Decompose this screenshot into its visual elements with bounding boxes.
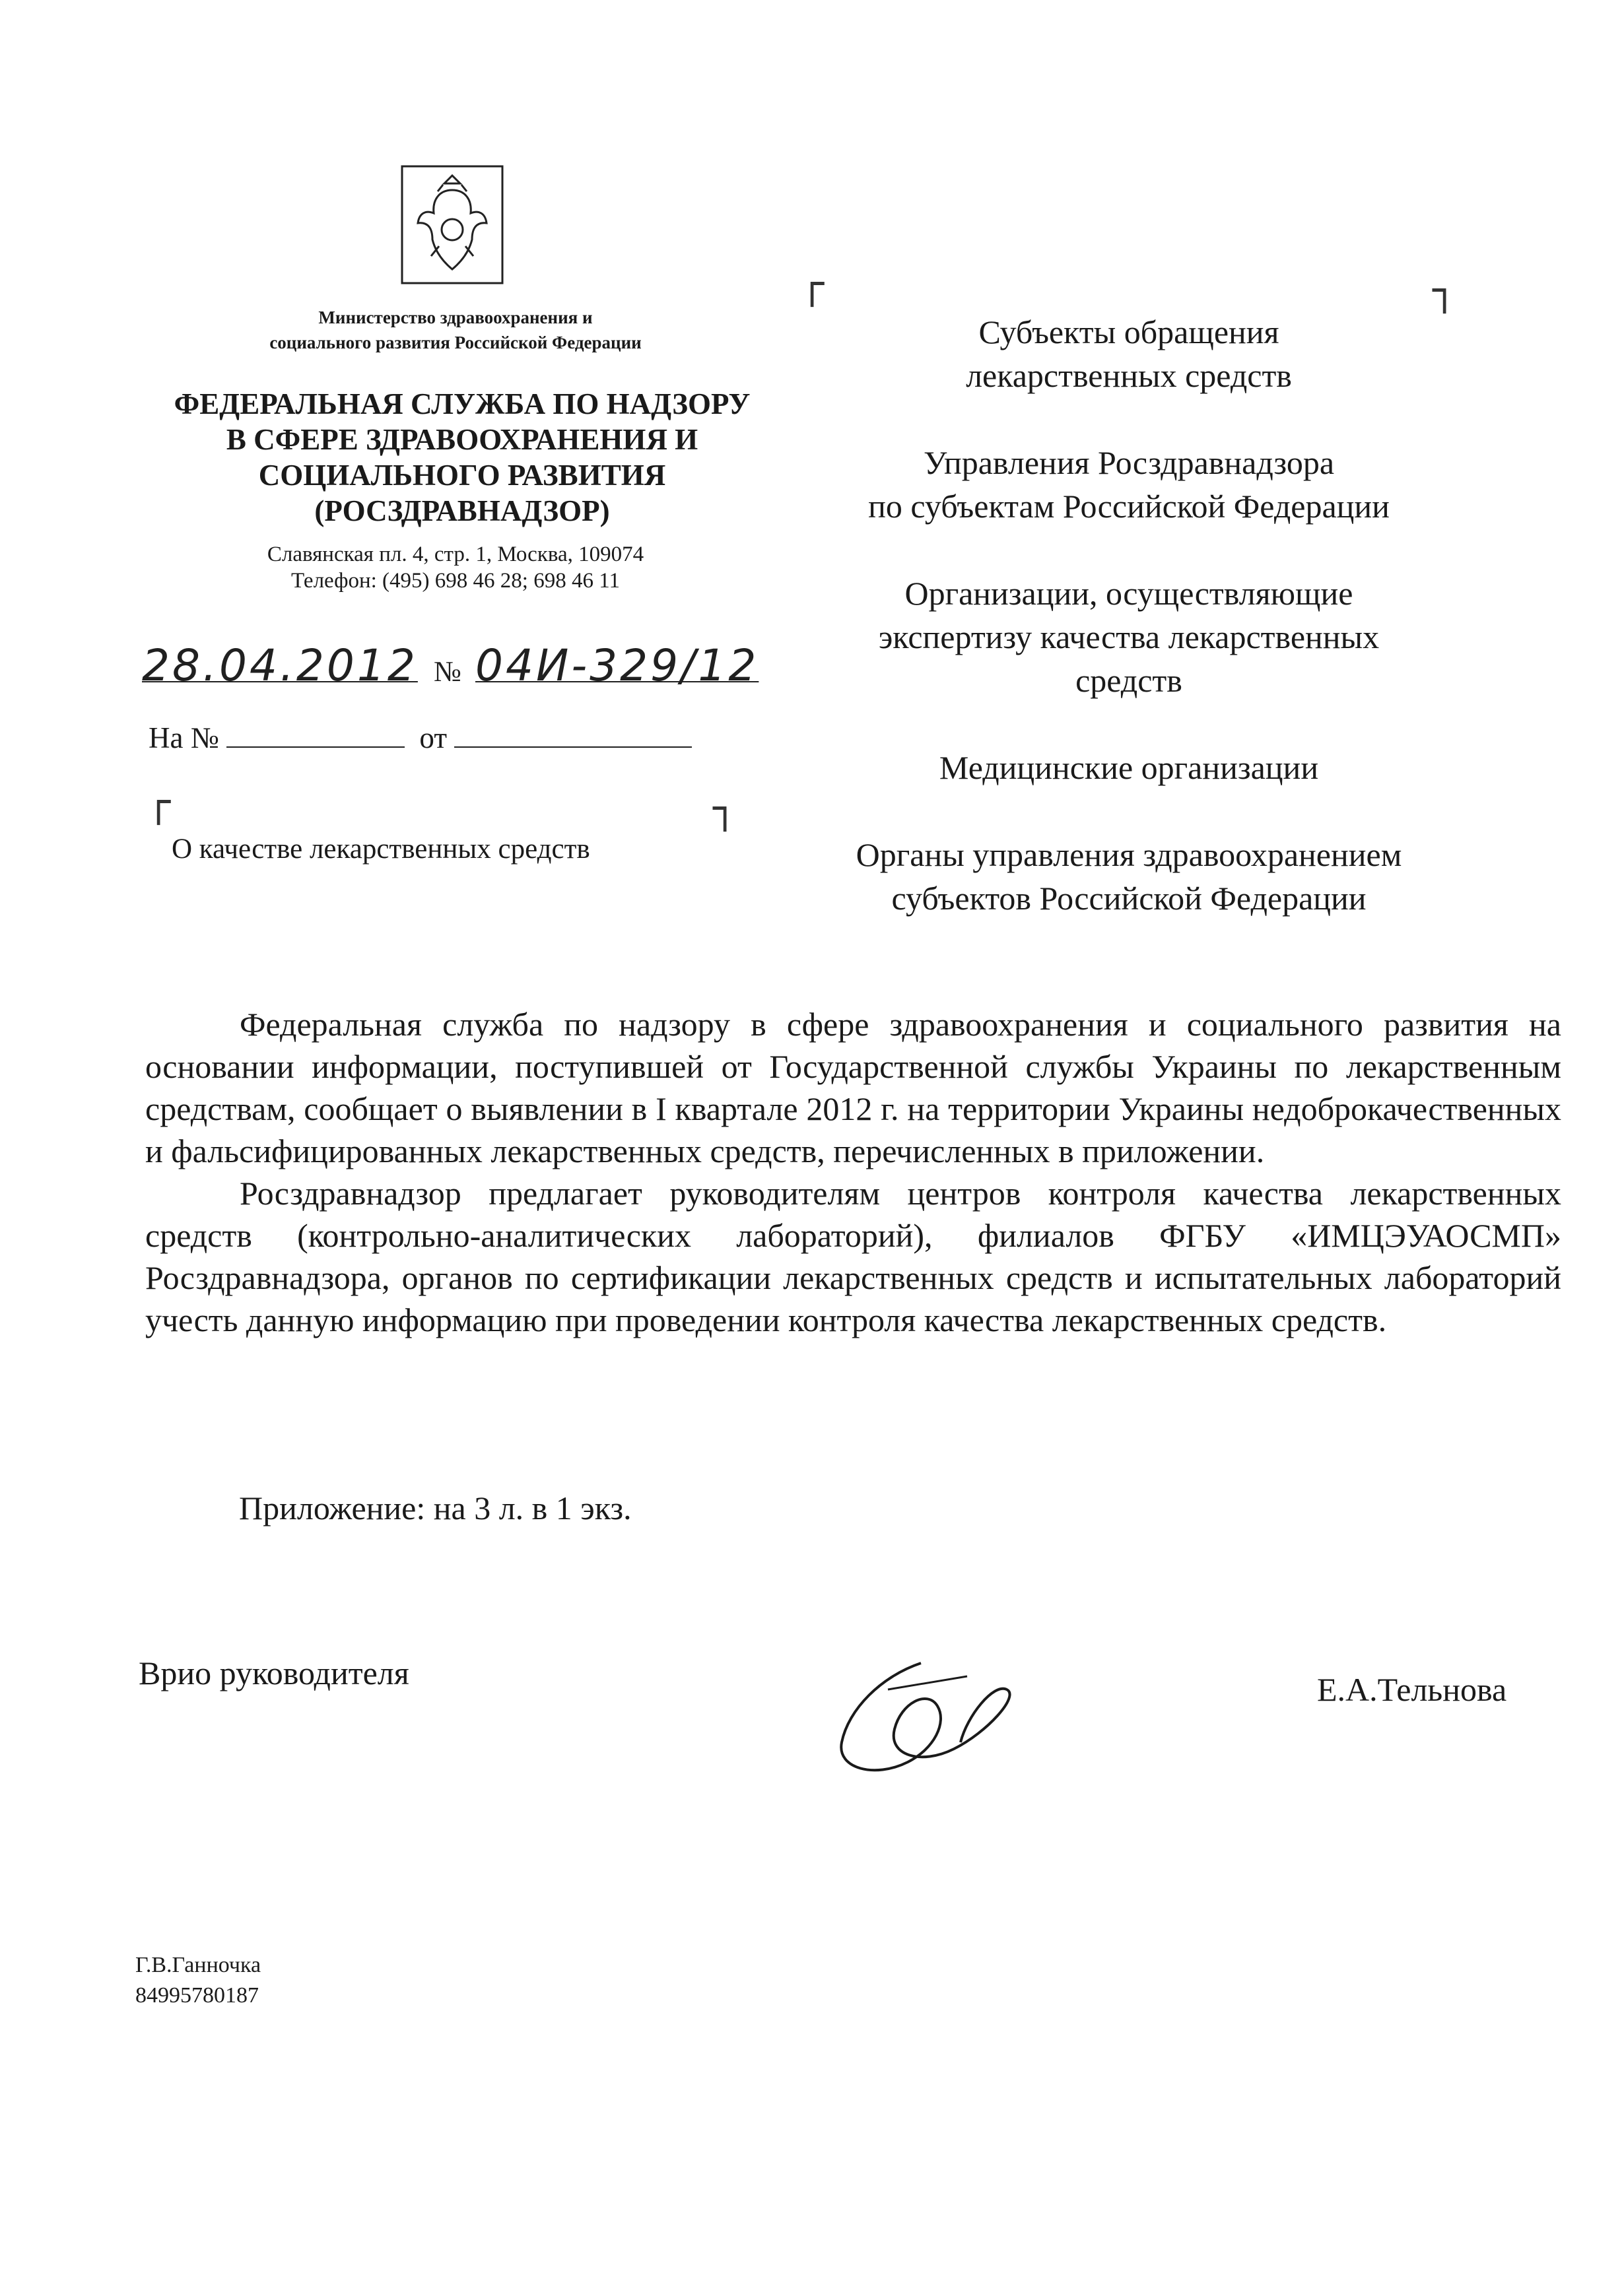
executor-info <box>135 1950 261 2011</box>
reference-from-label: от <box>419 721 447 754</box>
recipient-bracket-right-icon: ┐ <box>1433 267 1457 313</box>
document-number: 04И-329/12 <box>475 640 759 691</box>
signer-name: Е.А.Тельнова <box>1317 1671 1507 1708</box>
signer-role: Врио руководителя <box>139 1655 409 1691</box>
recipient: Управления Росздравнадзора по субъектам Российской Федерации <box>868 444 1390 525</box>
reference-date-blank <box>454 720 692 748</box>
body-paragraph: Росздравнадзор предлагает руководителям центров контроля качества лекарственных средств (контрольно-аналитических лабораторий), филиалов ФГБУ «ИМЦЭУАОСМП» Росздравнадзора, органов по сертификации лекарственных средств и испытательных лабораторий учесть данную информацию при проведении контроля качества лекарственных средств. <box>145 1175 1561 1338</box>
executor-phone: 84995780187 <box>135 1983 259 2008</box>
service-address: Славянская пл. 4, стр. 1, Москва, 109074 Телефон: (495) 698 46 28; 698 46 11 <box>267 542 644 593</box>
attachment-note: Приложение: на 3 л. в 1 экз. <box>239 1490 632 1526</box>
ministry-name: Министерство здравоохранения и социального развития Российской Федерации <box>269 308 642 352</box>
reference-line <box>149 719 743 756</box>
reference-number-blank <box>226 720 405 748</box>
subject-bracket-right-icon: ┐ <box>713 785 737 832</box>
executor-name: Г.В.Ганночка <box>135 1953 261 1977</box>
service-name: ФЕДЕРАЛЬНАЯ СЛУЖБА ПО НАДЗОРУ В СФЕРЕ ЗДРАВООХРАНЕНИЯ И СОЦИАЛЬНОГО РАЗВИТИЯ (РОСЗДРАВНАДЗОР) <box>174 387 751 527</box>
signature-icon <box>822 1650 1040 1788</box>
recipient: Органы управления здравоохранением субъектов Российской Федерации <box>856 836 1402 917</box>
coat-of-arms-icon <box>399 164 505 286</box>
recipient-bracket-left-icon: ┌ <box>800 261 825 307</box>
body-paragraph: Федеральная служба по надзору в сфере здравоохранения и социального развития на основании информации, поступившей от Государственной службы Украины по лекарственным средствам, сообщает о выявлении в I квартале 2012 г. на территории Украины недоброкачественных и фальсифицированных лекарственных средств, перечисленных в приложении. <box>145 1006 1561 1169</box>
recipient: Субъекты обращения лекарственных средств <box>966 313 1292 394</box>
subject-bracket-left-icon: ┌ <box>147 779 171 825</box>
document-date: 28.04.2012 <box>142 640 418 691</box>
letter-body <box>145 1003 1561 1341</box>
recipient: Медицинские организации <box>939 749 1319 786</box>
registration-line <box>142 640 776 713</box>
letter-subject: О качестве лекарственных средств <box>172 834 590 865</box>
number-label: № <box>434 655 461 688</box>
recipient: Организации, осуществляющие экспертизу качества лекарственных средств <box>878 575 1380 699</box>
recipients-list <box>779 310 1479 964</box>
reference-label: На № <box>149 721 219 754</box>
